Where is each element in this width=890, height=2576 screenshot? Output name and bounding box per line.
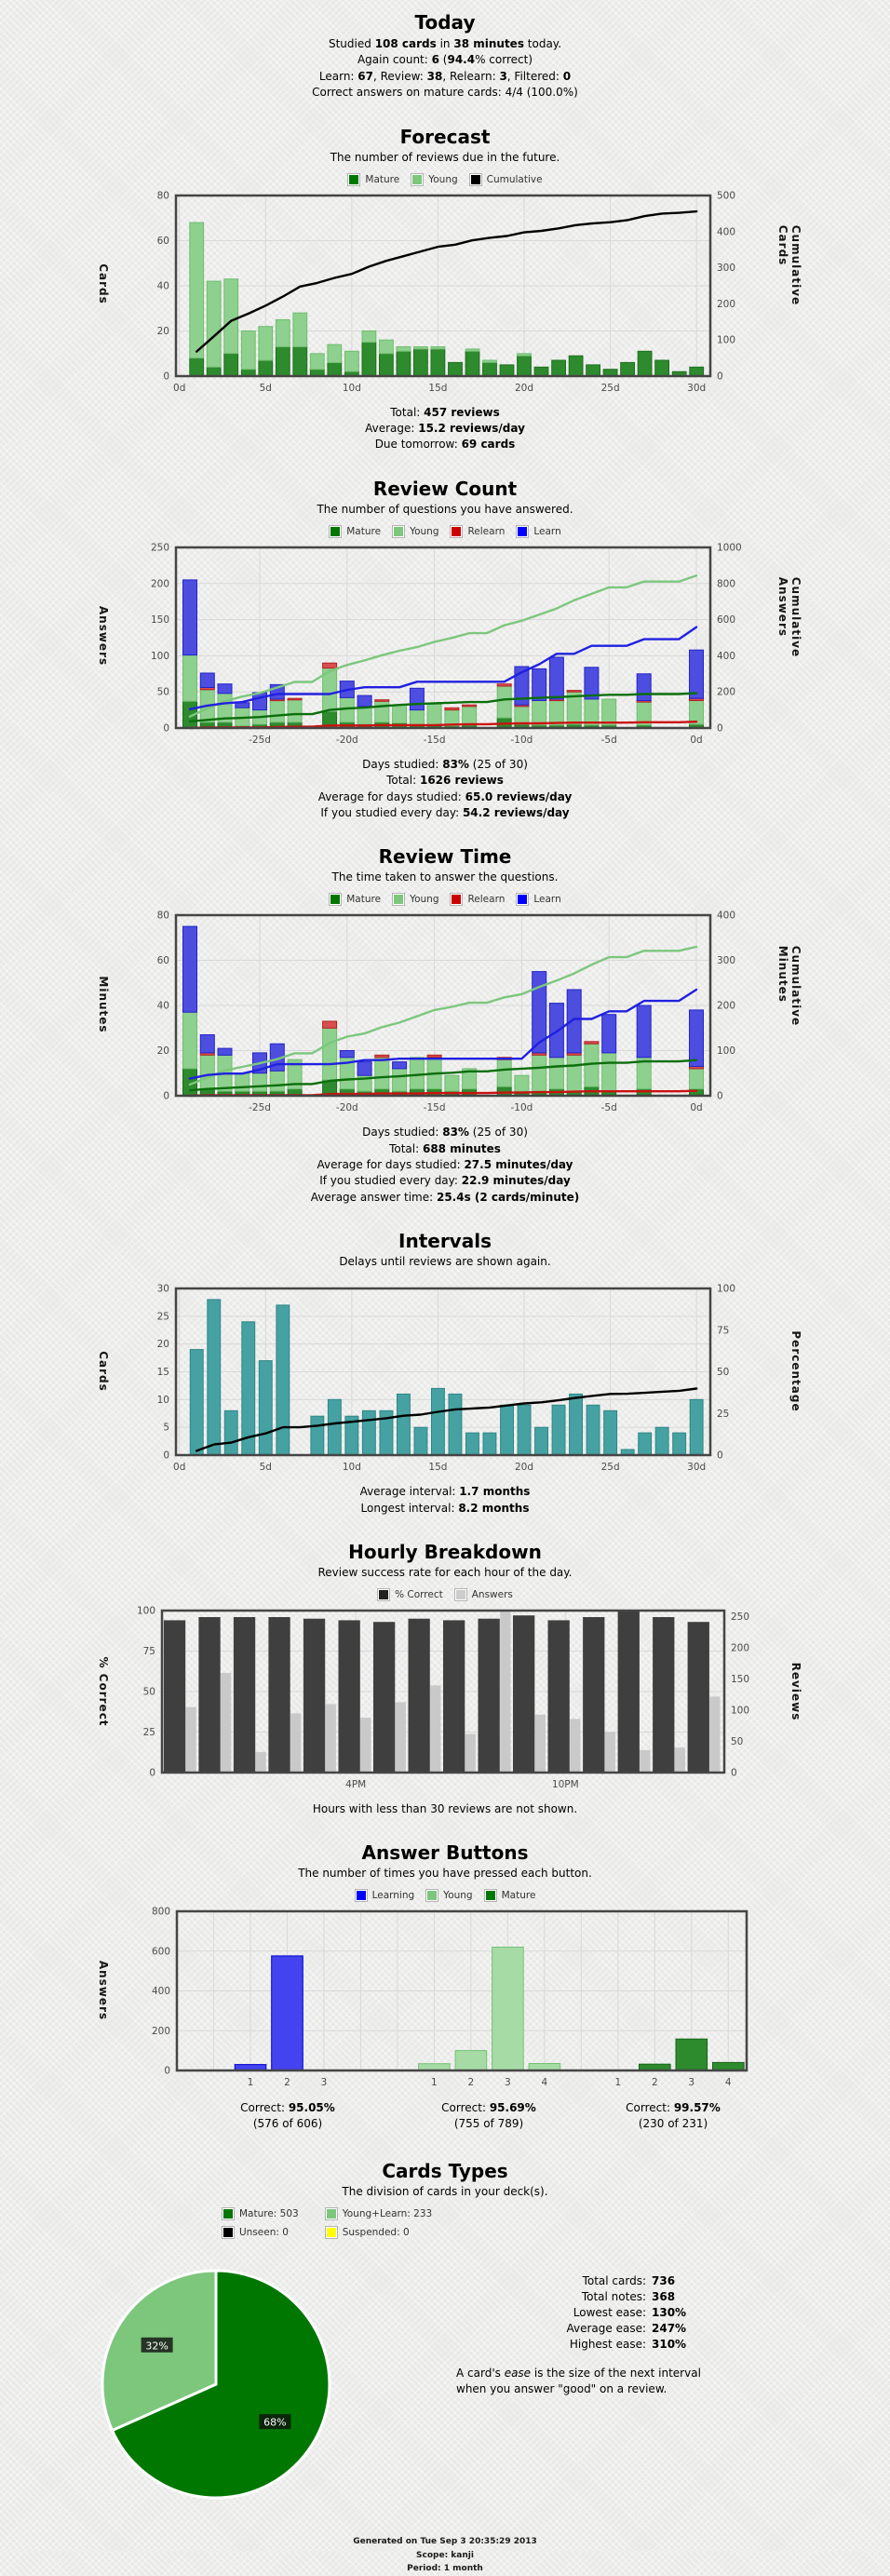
svg-text:10PM: 10PM (551, 1779, 579, 1791)
svg-text:20: 20 (156, 1045, 169, 1058)
svg-text:200: 200 (717, 298, 736, 310)
svg-text:15d: 15d (428, 1462, 448, 1474)
svg-text:400: 400 (151, 1986, 170, 1998)
stat-value: 130% (652, 2306, 687, 2320)
svg-text:4PM: 4PM (345, 1779, 367, 1791)
legend-swatch-icon (347, 173, 360, 186)
svg-text:200: 200 (717, 1000, 736, 1012)
svg-text:100: 100 (717, 334, 736, 346)
svg-text:5d: 5d (259, 382, 272, 394)
review-count-chart (45, 540, 845, 754)
svg-text:0d: 0d (690, 734, 703, 746)
section-today (0, 11, 890, 101)
hourly-footnote: Hours with less than 30 reviews are not shown. (312, 1802, 578, 1816)
svg-text:-5d: -5d (600, 1102, 617, 1114)
svg-text:75: 75 (142, 1646, 155, 1658)
svg-text:800: 800 (717, 578, 736, 590)
svg-text:400: 400 (717, 910, 736, 922)
svg-text:250: 250 (150, 542, 169, 554)
svg-text:68%: 68% (263, 2417, 287, 2430)
svg-text:300: 300 (717, 262, 736, 274)
hourly-chart (45, 1603, 845, 1799)
svg-text:40: 40 (156, 280, 169, 292)
legend-item: Mature (347, 173, 399, 186)
svg-text:0: 0 (717, 722, 723, 735)
svg-text:0: 0 (717, 1090, 723, 1102)
legend-swatch-icon (484, 1889, 497, 1902)
svg-text:25: 25 (142, 1727, 155, 1739)
intervals-chart-row (45, 1281, 845, 1481)
legend-swatch-icon (392, 893, 405, 906)
svg-text:75: 75 (717, 1325, 730, 1337)
intervals-title: Intervals (398, 1230, 492, 1253)
svg-text:200: 200 (717, 686, 736, 698)
legend-swatch-icon (325, 2226, 338, 2239)
answer-buttons-stats (128, 2100, 762, 2136)
svg-text:60: 60 (156, 235, 169, 247)
answer-buttons-left-axis-label: Answers (97, 1960, 110, 2020)
review-time-right-axis-label: Cumulative Minutes (776, 945, 802, 1026)
svg-text:4: 4 (541, 2077, 548, 2089)
legend-item: Relearn (450, 525, 505, 538)
today-summary: Studied 108 cards in 38 minutes today. Again count: 6 (94.4% correct) Learn: 67, Review: 38, Relearn: 3, Filtered: 0 Correct answers on mature cards: 4/4 (100.0%) (312, 37, 578, 100)
hourly-title: Hourly Breakdown (348, 1541, 542, 1564)
review-count-legend (0, 525, 890, 538)
svg-text:40: 40 (156, 1000, 169, 1012)
answer-buttons-subtitle: The number of times you have pressed each button. (298, 1867, 592, 1881)
review_time-svg (133, 908, 757, 1122)
intervals-left-axis-label: Cards (97, 1351, 110, 1392)
legend-swatch-icon (329, 525, 342, 538)
svg-text:-10d: -10d (510, 734, 533, 746)
page-footer: Generated on Tue Sep 3 20:35:29 2013 Scope: kanji Period: 1 month (353, 2537, 537, 2574)
svg-text:-5d: -5d (600, 734, 617, 746)
legend-item: % Correct (377, 1588, 443, 1601)
stat-label: Lowest ease: (573, 2306, 646, 2320)
intervals-right-axis-label: Percentage (789, 1330, 802, 1412)
svg-text:500: 500 (717, 190, 736, 202)
hourly-chart-row (45, 1603, 845, 1799)
forecast-svg (133, 188, 757, 402)
stat-value: 368 (652, 2290, 676, 2304)
cards-types-kv (391, 2274, 708, 2351)
svg-text:0: 0 (163, 1450, 169, 1462)
review-count-stats: Days studied: 83% (25 of 30) Total: 1626 reviews Average for days studied: 65.0 reviews/day If you studied every day: 54.2 reviews/day (317, 757, 573, 819)
svg-text:0: 0 (163, 371, 169, 383)
legend-item: Unseen: 0 (222, 2226, 299, 2239)
stat-value: 310% (652, 2338, 687, 2352)
svg-text:400: 400 (717, 650, 736, 662)
stat-label: Total cards: (582, 2274, 646, 2288)
forecast-stats: Total: 457 reviews Average: 15.2 reviews/day Due tomorrow: 69 cards (365, 405, 525, 452)
svg-text:200: 200 (150, 578, 169, 590)
legend-item: Mature (484, 1889, 536, 1902)
svg-text:1000: 1000 (717, 542, 742, 554)
stat-label: Highest ease: (569, 2338, 646, 2352)
review-count-title: Review Count (372, 477, 518, 500)
legend-swatch-icon (222, 2226, 235, 2239)
svg-text:-15d: -15d (423, 734, 446, 746)
legend-swatch-icon (377, 1588, 390, 1601)
cards-types-stats (391, 2274, 708, 2397)
legend-swatch-icon (325, 2207, 338, 2220)
svg-text:25d: 25d (600, 382, 620, 394)
forecast-chart (45, 188, 845, 402)
svg-text:400: 400 (717, 225, 736, 237)
intervals-subtitle: Delays until reviews are shown again. (339, 1255, 551, 1269)
legend-item: Learn (516, 525, 560, 538)
svg-text:20: 20 (156, 325, 169, 337)
svg-text:50: 50 (717, 1367, 730, 1379)
review-time-chart (45, 908, 845, 1122)
svg-text:1: 1 (614, 2077, 622, 2089)
answer-buttons-chart-row (45, 1904, 845, 2095)
svg-text:20: 20 (156, 1339, 169, 1351)
review-count-left-axis-label: Answers (97, 606, 110, 667)
section-forecast (0, 126, 890, 453)
learning-correct-stat: Correct: 95.05% (576 of 606) (240, 2101, 335, 2131)
svg-text:2: 2 (284, 2077, 290, 2089)
section-review-time (0, 845, 890, 1206)
svg-text:0: 0 (717, 1450, 723, 1462)
svg-text:600: 600 (151, 1946, 170, 1958)
svg-text:2: 2 (467, 2077, 475, 2089)
svg-text:50: 50 (731, 1736, 744, 1748)
forecast-left-axis-label: Cards (97, 263, 110, 304)
cards-types-pie-row (93, 2261, 890, 2511)
review-time-left-axis-label: Minutes (97, 976, 110, 1033)
section-hourly-breakdown (0, 1541, 890, 1817)
svg-text:0: 0 (149, 1767, 155, 1779)
svg-text:25: 25 (717, 1409, 730, 1420)
forecast-chart-row (45, 188, 845, 402)
svg-text:0d: 0d (690, 1102, 703, 1114)
forecast-title: Forecast (399, 125, 491, 148)
section-review-count (0, 478, 890, 822)
svg-text:60: 60 (156, 955, 169, 967)
svg-text:15d: 15d (428, 382, 448, 394)
svg-text:30d: 30d (687, 1462, 707, 1474)
legend-swatch-icon (355, 1889, 368, 1902)
legend-item: Learn (516, 893, 560, 906)
legend-item: Relearn (450, 893, 505, 906)
svg-text:150: 150 (150, 614, 169, 626)
stat-label: Average ease: (566, 2322, 646, 2336)
intervals-svg (133, 1281, 757, 1481)
svg-text:1: 1 (247, 2077, 254, 2089)
review-count-subtitle: The number of questions you have answered. (317, 502, 573, 516)
svg-text:150: 150 (731, 1674, 750, 1686)
hourly-left-axis-label: % Correct (97, 1655, 110, 1727)
legend-item: Answers (454, 1588, 513, 1601)
answer-buttons-chart (45, 1904, 845, 2095)
legend-swatch-icon (450, 893, 463, 906)
svg-text:300: 300 (717, 955, 736, 967)
card_types-svg (93, 2261, 354, 2511)
svg-text:4: 4 (724, 2077, 732, 2089)
legend-swatch-icon (392, 525, 405, 538)
svg-text:0: 0 (731, 1767, 737, 1779)
legend-item: Mature: 503 (222, 2207, 299, 2220)
cards-types-subtitle: The division of cards in your deck(s). (342, 2185, 548, 2199)
legend-item: Young (392, 893, 438, 906)
svg-text:0: 0 (163, 1090, 169, 1102)
svg-text:-15d: -15d (423, 1102, 446, 1114)
mature-correct-stat: Correct: 99.57% (230 of 231) (626, 2101, 721, 2131)
svg-text:-25d: -25d (249, 734, 271, 746)
svg-text:10: 10 (156, 1395, 169, 1407)
intervals-stats: Average interval: 1.7 months Longest interval: 8.2 months (359, 1485, 531, 1515)
legend-item: Suspended: 0 (325, 2226, 432, 2239)
svg-text:100: 100 (717, 1283, 736, 1295)
legend-swatch-icon (454, 1588, 467, 1601)
section-answer-buttons (0, 1841, 890, 2136)
svg-text:50: 50 (156, 686, 169, 698)
hourly-right-axis-label: Reviews (789, 1662, 802, 1720)
legend-swatch-icon (516, 525, 529, 538)
svg-text:250: 250 (731, 1612, 750, 1624)
cards-types-pie-chart (93, 2261, 354, 2511)
svg-text:600: 600 (717, 614, 736, 626)
legend-item: Young (425, 1889, 472, 1902)
today-title: Today (414, 11, 476, 34)
forecast-subtitle: The number of reviews due in the future. (330, 150, 560, 164)
legend-swatch-icon (425, 1889, 438, 1902)
review-time-subtitle: The time taken to answer the questions. (331, 870, 559, 884)
svg-text:10d: 10d (342, 1462, 361, 1474)
review-time-chart-row (45, 908, 845, 1122)
section-intervals (0, 1230, 890, 1517)
forecast-legend (0, 173, 890, 186)
review-time-legend (0, 893, 890, 906)
legend-item: Cumulative (469, 173, 543, 186)
svg-text:-20d: -20d (335, 734, 358, 746)
legend-swatch-icon (411, 173, 424, 186)
legend-swatch-icon (329, 893, 342, 906)
review-count-right-axis-label: Cumulative Answers (776, 576, 802, 658)
answer_buttons-svg (128, 1904, 762, 2095)
legend-swatch-icon (516, 893, 529, 906)
svg-text:10d: 10d (342, 382, 361, 394)
svg-text:100: 100 (136, 1605, 155, 1617)
legend-item: Mature (329, 525, 381, 538)
stat-value: 736 (652, 2274, 676, 2288)
anki-statistics-page (0, 11, 890, 2576)
stat-label: Total notes: (581, 2290, 646, 2304)
svg-text:20d: 20d (515, 382, 534, 394)
ease-note: A card's ease is the size of the next interval when you answer "good" on a review. (456, 2367, 701, 2396)
young-correct-stat: Correct: 95.69% (755 of 789) (441, 2101, 536, 2131)
svg-text:20d: 20d (515, 1462, 534, 1474)
svg-text:2: 2 (651, 2077, 658, 2089)
svg-text:0d: 0d (173, 1462, 186, 1474)
legend-item: Young+Learn: 233 (325, 2207, 432, 2220)
svg-text:100: 100 (150, 650, 169, 662)
stat-value: 247% (652, 2322, 687, 2336)
svg-text:0d: 0d (173, 382, 186, 394)
hourly-svg (119, 1603, 771, 1799)
forecast-right-axis-label: Cumulative Cards (776, 224, 802, 306)
legend-item: Young (392, 525, 438, 538)
review-time-stats: Days studied: 83% (25 of 30) Total: 688 minutes Average for days studied: 27.5 minutes/day If you studied every day: 22.9 minutes/day Average answer time: 25.4s (2 cards/minute) (310, 1126, 580, 1204)
answer-buttons-title: Answer Buttons (361, 1841, 529, 1865)
svg-text:-20d: -20d (335, 1102, 358, 1114)
svg-text:100: 100 (731, 1705, 750, 1717)
svg-text:32%: 32% (145, 2340, 169, 2353)
svg-text:-10d: -10d (510, 1102, 533, 1114)
svg-text:30d: 30d (687, 382, 707, 394)
legend-swatch-icon (450, 525, 463, 538)
svg-text:50: 50 (142, 1686, 155, 1698)
svg-text:200: 200 (731, 1642, 750, 1654)
review_count-svg (133, 540, 757, 754)
cards-types-title: Cards Types (382, 2160, 508, 2183)
svg-text:200: 200 (151, 2026, 170, 2038)
review-time-title: Review Time (378, 845, 512, 869)
svg-text:0: 0 (717, 371, 723, 383)
svg-text:3: 3 (505, 2077, 511, 2089)
hourly-legend (0, 1588, 890, 1601)
svg-text:100: 100 (717, 1045, 736, 1058)
svg-text:80: 80 (156, 910, 169, 922)
answer-buttons-legend (0, 1889, 890, 1902)
svg-text:5: 5 (163, 1422, 169, 1434)
svg-text:80: 80 (156, 190, 169, 202)
svg-text:25d: 25d (600, 1462, 620, 1474)
legend-item: Mature (329, 893, 381, 906)
svg-text:-25d: -25d (249, 1102, 271, 1114)
svg-text:1: 1 (431, 2077, 438, 2089)
hourly-subtitle: Review success rate for each hour of the day. (317, 1566, 573, 1580)
svg-text:15: 15 (156, 1367, 169, 1379)
svg-text:30: 30 (156, 1283, 169, 1295)
svg-text:0: 0 (164, 2065, 170, 2077)
review-count-chart-row (45, 540, 845, 754)
svg-text:800: 800 (151, 1906, 170, 1918)
svg-text:3: 3 (320, 2077, 328, 2089)
section-cards-types (0, 2160, 890, 2511)
intervals-chart (45, 1281, 845, 1481)
svg-text:3: 3 (688, 2077, 695, 2089)
cards-types-legend (222, 2207, 432, 2239)
svg-text:25: 25 (156, 1311, 169, 1323)
legend-swatch-icon (469, 173, 482, 186)
legend-item: Learning (355, 1889, 415, 1902)
svg-text:0: 0 (163, 722, 169, 735)
svg-text:5d: 5d (259, 1462, 272, 1474)
legend-swatch-icon (222, 2207, 235, 2220)
legend-item: Young (411, 173, 457, 186)
